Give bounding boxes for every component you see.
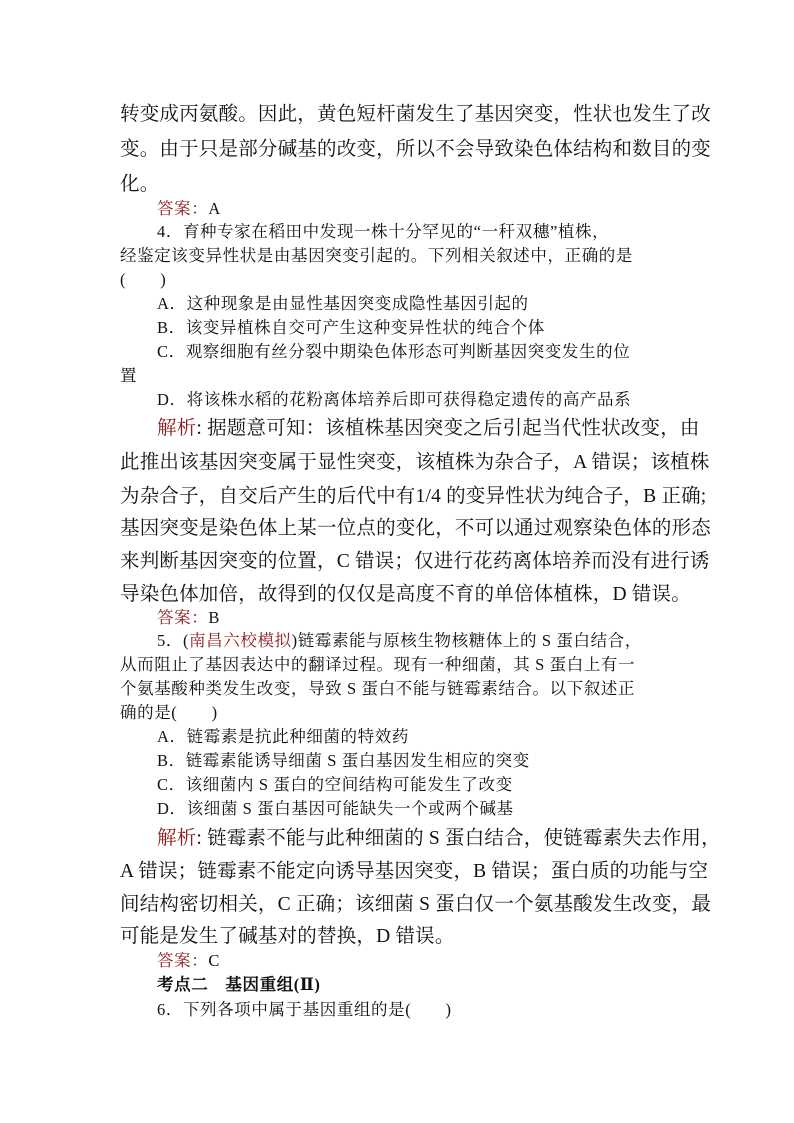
answer-line [157, 947, 717, 971]
answer-value: A [208, 199, 221, 218]
question-stem: 个氨基酸种类发生改变，导致 S 蛋白不能与链霉素结合。以下叙述正 [120, 679, 636, 698]
answer-line [157, 604, 717, 628]
answer-label: 答案： [157, 199, 209, 218]
answer-label: 答案： [157, 951, 209, 970]
analysis-line: 解析: 链霉素不能与此种细菌的 S 蛋白结合，使链霉素失去作用， [157, 828, 721, 849]
answer-value: B [208, 608, 220, 627]
analysis-line: 来判断基因突变的位置，C 错误；仅进行花药离体培养而没有进行诱 [120, 551, 710, 572]
text-line: 变。由于只是部分碱基的改变，所以不会导致染色体结构和数目的变 [120, 139, 712, 160]
source-tag: 南昌六校模拟 [189, 631, 292, 650]
text-line: 化。 [120, 174, 160, 195]
section-heading: 考点二 基因重组(Ⅱ) [157, 975, 321, 994]
option-a: A．这种现象是由显性基因突变成隐性基因引起的 [157, 294, 529, 313]
option-d: D．将该株水稻的花粉离体培养后即可获得稳定遗传的高产品系 [157, 390, 632, 409]
question-stem: 6．下列各项中属于基因重组的是( ) [157, 1000, 452, 1019]
answer-line [157, 195, 717, 219]
analysis-line: 可能是发生了碱基对的替换，D 错误。 [120, 926, 455, 947]
analysis-label: 解析 [157, 418, 197, 439]
question-stem: 经鉴定该变异性状是由基因突变引起的。下列相关叙述中，正确的是 [120, 246, 633, 265]
option-d: D．该细菌 S 蛋白基因可能缺失一个或两个碱基 [157, 799, 514, 818]
answer-value: C [208, 951, 220, 970]
answer-blank: ( ) [120, 270, 167, 289]
option-b: B．该变异植株自交可产生这种变异性状的纯合个体 [157, 318, 545, 337]
analysis-line: A 错误；链霉素不能定向诱导基因突变，B 错误；蛋白质的功能与空 [120, 861, 709, 882]
analysis-line: 解析: 据题意可知：该植株基因突变之后引起当代性状改变，由 [157, 418, 700, 439]
analysis-line: 间结构密切相关，C 正确；该细菌 S 蛋白仅一个氨基酸发生改变，最 [120, 894, 712, 915]
option-c: C．观察细胞有丝分裂中期染色体形态可判断基因突变发生的位 [157, 342, 631, 361]
option-a: A．链霉素是抗此种细菌的特效药 [157, 727, 409, 746]
analysis-line: 基因突变是染色体上某一位点的变化，不可以通过观察染色体的形态 [120, 518, 712, 539]
option-c-cont: 置 [120, 366, 138, 385]
analysis-line: 此推出该基因突变属于显性突变，该植株为杂合子，A 错误；该植株 [120, 452, 710, 473]
question-stem: 5．(南昌六校模拟)链霉素能与原核生物核糖体上的 S 蛋白结合， [157, 631, 642, 650]
question-stem: 确的是( ) [120, 703, 218, 722]
option-b: B．链霉素能诱导细菌 S 蛋白基因发生相应的突变 [157, 751, 530, 770]
question-stem: 4．育种专家在稻田中发现一株十分罕见的“一秆双穗”植株， [157, 222, 610, 241]
analysis-line: 为杂合子，自交后产生的后代中有1/4 的变异性状为纯合子，B 正确; [120, 486, 707, 507]
option-c: C．该细菌内 S 蛋白的空间结构可能发生了改变 [157, 775, 513, 794]
question-stem: 从而阻止了基因表达中的翻译过程。现有一种细菌，其 S 蛋白上有一 [120, 655, 636, 674]
analysis-line: 导染色体加倍，故得到的仅仅是高度不育的单倍体植株，D 错误。 [120, 584, 691, 605]
answer-label: 答案： [157, 608, 209, 627]
text-line: 转变成丙氨酸。因此，黄色短杆菌发生了基因突变，性状也发生了改 [120, 104, 712, 125]
analysis-label: 解析 [157, 828, 197, 849]
